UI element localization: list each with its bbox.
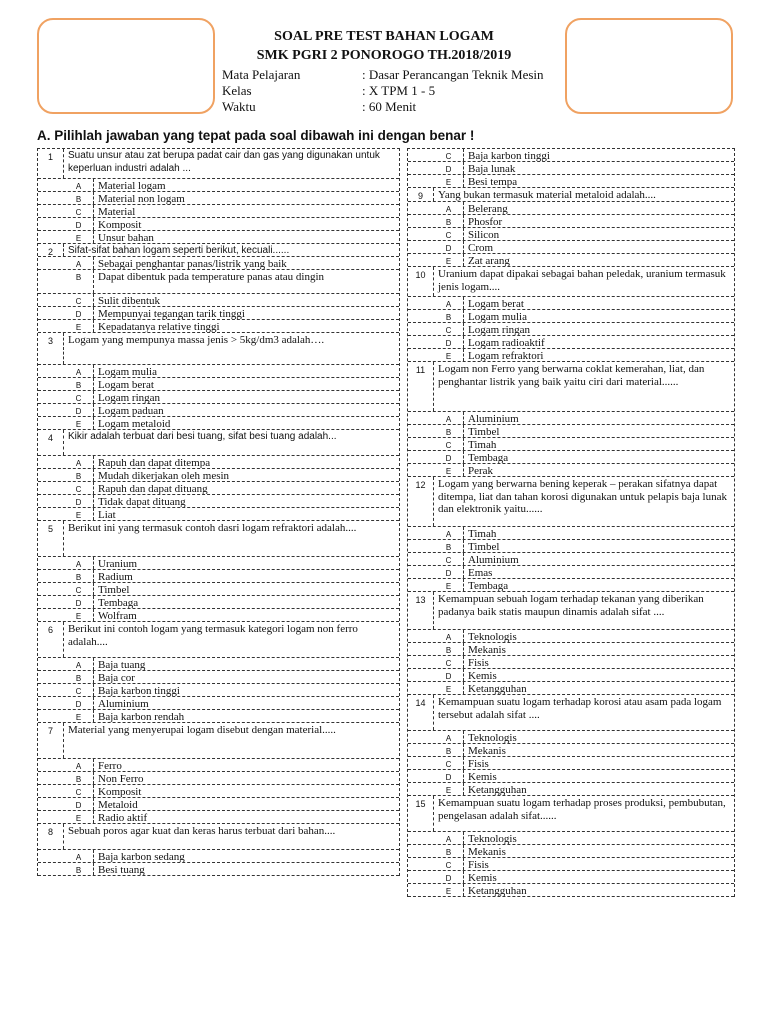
- option-letter: E: [64, 320, 94, 332]
- option-row: [408, 783, 734, 796]
- option-letter: B: [434, 744, 464, 756]
- question-number: 14: [408, 695, 434, 730]
- question-row: [38, 430, 399, 456]
- option-letter: D: [434, 871, 464, 883]
- option-text: Metaloid: [98, 799, 138, 810]
- question-text: Kemampuan suatu logam terhadap proses produksi, pembubutan, pengelasan adalah sifat......: [438, 797, 726, 822]
- option-letter: E: [64, 231, 94, 243]
- option-letter: C: [64, 785, 94, 797]
- option-letter: C: [64, 294, 94, 306]
- option-text: Komposit: [98, 786, 142, 797]
- option-row: [38, 404, 399, 417]
- option-letter: B: [434, 845, 464, 857]
- option-text: Uranium: [98, 558, 138, 569]
- question-text: Yang bukan termasuk material metaloid adalah....: [438, 189, 656, 201]
- option-letter: A: [434, 832, 464, 844]
- question-text: Sifat-sifat bahan logam seperti berikut, kecuali......: [68, 245, 290, 256]
- option-text: Teknologis: [468, 732, 517, 743]
- option-letter: C: [434, 438, 464, 450]
- question-row: [408, 695, 734, 731]
- option-letter: D: [434, 566, 464, 578]
- option-text: Silicon: [468, 229, 500, 240]
- option-letter: B: [434, 310, 464, 322]
- question-row: [38, 149, 399, 179]
- option-text: Tembaga: [468, 580, 509, 591]
- option-text: Radium: [98, 571, 133, 582]
- option-text: Material non logam: [98, 193, 185, 204]
- option-row: [38, 391, 399, 404]
- option-letter: D: [64, 307, 94, 319]
- option-row: [38, 557, 399, 570]
- option-letter: D: [64, 495, 94, 507]
- option-text: Sebagai penghantar panas/listrik yang baik: [98, 258, 287, 269]
- option-row: [38, 495, 399, 508]
- question-row: [38, 521, 399, 557]
- option-text: Aluminium: [468, 413, 519, 424]
- option-letter: B: [64, 192, 94, 204]
- question-number: 5: [38, 521, 64, 556]
- option-text: Teknologis: [468, 833, 517, 844]
- option-letter: A: [64, 557, 94, 569]
- school-title: SMK PGRI 2 PONOROGO TH.2018/2019: [256, 48, 512, 63]
- option-letter: C: [434, 858, 464, 870]
- option-text: Timah: [468, 528, 497, 539]
- option-row: [408, 770, 734, 783]
- question-number: 7: [38, 723, 64, 758]
- option-text: Timbel: [468, 541, 500, 552]
- question-text: Logam non Ferro yang berwarna coklat kemerahan, liat, dan penghantar listrik yang baik yaitu ciri dari material......: [438, 363, 705, 388]
- option-text: Radio aktif: [98, 812, 148, 823]
- option-row: [38, 609, 399, 622]
- option-text: Timbel: [468, 426, 500, 437]
- question-row: [408, 267, 734, 297]
- option-letter: B: [434, 215, 464, 227]
- option-text: Logam mulia: [98, 366, 157, 377]
- option-row: [408, 871, 734, 884]
- option-text: Besi tuang: [98, 864, 145, 875]
- question-number: 8: [38, 824, 64, 849]
- option-letter: A: [434, 202, 464, 214]
- option-row: [38, 270, 399, 294]
- option-text: Timah: [468, 439, 497, 450]
- option-letter: E: [434, 254, 464, 266]
- option-row: [408, 656, 734, 669]
- option-row: [408, 566, 734, 579]
- option-row: [408, 425, 734, 438]
- option-letter: D: [64, 798, 94, 810]
- option-text: Dapat dibentuk pada temperature panas atau dingin: [98, 271, 325, 283]
- option-letter: B: [64, 570, 94, 582]
- option-text: Kemis: [468, 670, 497, 681]
- option-row: [38, 192, 399, 205]
- option-row: [408, 349, 734, 362]
- option-letter: A: [434, 297, 464, 309]
- option-row: [38, 671, 399, 684]
- question-row: [38, 824, 399, 850]
- document-title: SOAL PRE TEST BAHAN LOGAM: [274, 29, 494, 44]
- option-letter: A: [434, 412, 464, 424]
- option-text: Fisis: [468, 657, 489, 668]
- option-text: Teknologis: [468, 631, 517, 642]
- option-text: Baja karbon rendah: [98, 711, 185, 722]
- option-letter: D: [64, 218, 94, 230]
- option-row: [408, 323, 734, 336]
- option-letter: E: [434, 884, 464, 896]
- option-letter: D: [434, 162, 464, 174]
- option-letter: D: [434, 241, 464, 253]
- option-letter: A: [64, 658, 94, 670]
- option-letter: D: [434, 669, 464, 681]
- option-text: Mekanis: [468, 644, 506, 655]
- question-text: Material yang menyerupai logam disebut dengan material.....: [68, 724, 336, 736]
- question-number: 13: [408, 592, 434, 629]
- option-letter: C: [434, 656, 464, 668]
- option-row: [38, 482, 399, 495]
- option-row: [38, 798, 399, 811]
- option-letter: B: [434, 540, 464, 552]
- option-row: [408, 412, 734, 425]
- option-row: [408, 297, 734, 310]
- option-text: Logam berat: [98, 379, 154, 390]
- option-text: Mekanis: [468, 846, 506, 857]
- option-letter: A: [64, 759, 94, 771]
- option-text: Zat arang: [468, 255, 510, 266]
- question-text: Berikut ini yang termasuk contoh dasri logam refraktori adalah....: [68, 522, 357, 534]
- option-letter: D: [64, 697, 94, 709]
- option-letter: E: [434, 349, 464, 361]
- option-text: Fisis: [468, 859, 489, 870]
- option-text: Tidak dapat dituang: [98, 496, 186, 507]
- option-text: Mekanis: [468, 745, 506, 756]
- question-text: Kikir adalah terbuat dari besi tuang, sifat besi tuang adalah...: [68, 431, 337, 442]
- option-row: [38, 583, 399, 596]
- option-row: [38, 205, 399, 218]
- option-text: Ketangguhan: [468, 683, 527, 694]
- option-text: Baja karbon tinggi: [98, 685, 180, 696]
- option-row: [408, 669, 734, 682]
- option-text: Unsur bahan: [98, 232, 154, 243]
- question-row: [38, 723, 399, 759]
- option-text: Logam metaloid: [98, 418, 171, 429]
- option-letter: C: [434, 228, 464, 240]
- question-row: [408, 188, 734, 202]
- option-text: Aluminium: [98, 698, 149, 709]
- question-text: Suatu unsur atau zat berupa padat cair dan gas yang digunakan untuk keperluan industri adalah ...: [68, 150, 380, 174]
- question-text: Logam yang mempunya massa jenis > 5kg/dm3 adalah….: [68, 334, 325, 346]
- option-row: [408, 682, 734, 695]
- question-row: [408, 796, 734, 832]
- option-text: Baja cor: [98, 672, 135, 683]
- option-row: [38, 508, 399, 521]
- option-letter: C: [434, 149, 464, 161]
- option-row: [408, 579, 734, 592]
- option-row: [38, 179, 399, 192]
- option-row: [408, 527, 734, 540]
- option-letter: D: [434, 770, 464, 782]
- option-row: [408, 464, 734, 477]
- option-letter: E: [434, 175, 464, 187]
- question-table-right: [407, 148, 735, 897]
- option-letter: A: [64, 365, 94, 377]
- meta-key: Mata Pelajaran: [222, 67, 301, 82]
- option-text: Mudah dikerjakan oleh mesin: [98, 470, 230, 481]
- question-number: 11: [408, 362, 434, 411]
- question-number: 2: [38, 244, 64, 256]
- question-number: 15: [408, 796, 434, 831]
- question-number: 4: [38, 430, 64, 455]
- question-number: 1: [38, 149, 64, 178]
- question-number: 3: [38, 333, 64, 364]
- question-row: [38, 622, 399, 658]
- option-row: [408, 757, 734, 770]
- option-row: [38, 456, 399, 469]
- option-letter: C: [64, 684, 94, 696]
- option-row: [38, 772, 399, 785]
- option-row: [38, 257, 399, 270]
- option-letter: A: [434, 630, 464, 642]
- question-number: 10: [408, 267, 434, 296]
- option-letter: C: [64, 391, 94, 403]
- option-row: [408, 643, 734, 656]
- option-row: [38, 231, 399, 244]
- option-letter: E: [64, 609, 94, 621]
- option-text: Ketangguhan: [468, 885, 527, 896]
- option-letter: E: [64, 811, 94, 823]
- option-row: [408, 630, 734, 643]
- option-text: Logam refraktori: [468, 350, 544, 361]
- option-letter: B: [434, 643, 464, 655]
- option-letter: B: [64, 270, 94, 293]
- option-text: Komposit: [98, 219, 142, 230]
- option-row: [38, 365, 399, 378]
- option-row: [408, 254, 734, 267]
- option-text: Baja lunak: [468, 163, 516, 174]
- option-text: Kepadatanya relative tinggi: [98, 321, 220, 332]
- option-text: Rapuh dan dapat ditempa: [98, 457, 211, 468]
- option-text: Mempunyai tegangan tarik tinggi: [98, 308, 245, 319]
- question-number: 9: [408, 188, 434, 201]
- option-letter: B: [64, 378, 94, 390]
- option-text: Kemis: [468, 872, 497, 883]
- option-text: Baja karbon tinggi: [468, 150, 550, 161]
- option-text: Aluminium: [468, 554, 519, 565]
- section-instruction: A. Pilihlah jawaban yang tepat pada soal dibawah ini dengan benar !: [37, 128, 475, 143]
- option-text: Logam berat: [468, 298, 524, 309]
- question-text: Kemampuan sebuah logam terhadap tekanan yang diberikan padanya baik statis maupun dinamis adalah sifat ....: [438, 593, 704, 618]
- question-row: [38, 244, 399, 257]
- option-row: [408, 149, 734, 162]
- option-letter: C: [434, 553, 464, 565]
- option-text: Rapuh dan dapat dituang: [98, 483, 208, 494]
- question-table-left: [37, 148, 400, 876]
- question-number: 6: [38, 622, 64, 657]
- option-row: [38, 320, 399, 333]
- meta-value: : 60 Menit: [362, 99, 417, 114]
- question-text: Kemampuan suatu logam terhadap korosi atau asam pada logam tersebut adalah sifat ....: [438, 696, 722, 721]
- option-letter: A: [64, 179, 94, 191]
- option-letter: C: [64, 205, 94, 217]
- option-row: [408, 202, 734, 215]
- meta-value: : Dasar Perancangan Teknik Mesin: [362, 67, 544, 82]
- option-row: [38, 596, 399, 609]
- option-text: Ferro: [98, 760, 122, 771]
- option-letter: E: [64, 417, 94, 429]
- option-letter: A: [64, 257, 94, 269]
- option-text: Material: [98, 206, 136, 217]
- option-letter: E: [64, 508, 94, 520]
- option-row: [408, 451, 734, 464]
- option-row: [38, 658, 399, 671]
- question-row: [408, 592, 734, 630]
- option-row: [408, 832, 734, 845]
- option-row: [38, 294, 399, 307]
- option-row: [38, 863, 399, 876]
- option-letter: A: [64, 850, 94, 862]
- option-letter: D: [434, 336, 464, 348]
- option-row: [408, 731, 734, 744]
- option-letter: E: [434, 783, 464, 795]
- option-text: Logam ringan: [468, 324, 531, 335]
- option-row: [408, 744, 734, 757]
- option-row: [408, 175, 734, 188]
- option-text: Tembaga: [98, 597, 139, 608]
- option-row: [408, 858, 734, 871]
- option-row: [38, 759, 399, 772]
- option-row: [408, 336, 734, 349]
- option-text: Crom: [468, 242, 494, 253]
- option-letter: B: [434, 425, 464, 437]
- option-row: [38, 417, 399, 430]
- option-row: [38, 218, 399, 231]
- option-text: Sulit dibentuk: [98, 295, 161, 306]
- option-row: [38, 469, 399, 482]
- option-letter: C: [64, 482, 94, 494]
- option-letter: B: [64, 469, 94, 481]
- option-text: Perak: [468, 465, 494, 476]
- option-text: Baja tuang: [98, 659, 146, 670]
- option-letter: D: [434, 451, 464, 463]
- question-text: Berikut ini contoh logam yang termasuk kategori logam non ferro adalah....: [68, 623, 358, 648]
- option-row: [408, 310, 734, 323]
- option-row: [408, 162, 734, 175]
- question-row: [408, 362, 734, 412]
- option-text: Tembaga: [468, 452, 509, 463]
- option-text: Belerang: [468, 203, 508, 214]
- option-row: [38, 710, 399, 723]
- option-row: [408, 241, 734, 254]
- option-letter: E: [64, 710, 94, 722]
- option-text: Logam ringan: [98, 392, 161, 403]
- option-text: Fisis: [468, 758, 489, 769]
- option-text: Logam paduan: [98, 405, 164, 416]
- option-letter: A: [434, 731, 464, 743]
- option-row: [38, 785, 399, 798]
- option-letter: B: [64, 671, 94, 683]
- option-text: Liat: [98, 509, 116, 520]
- option-text: Material logam: [98, 180, 166, 191]
- meta-key: Waktu: [222, 99, 256, 114]
- question-row: [38, 333, 399, 365]
- option-row: [38, 697, 399, 710]
- option-row: [38, 850, 399, 863]
- question-row: [408, 477, 734, 527]
- option-letter: C: [434, 323, 464, 335]
- option-row: [38, 684, 399, 697]
- option-row: [408, 228, 734, 241]
- option-letter: C: [64, 583, 94, 595]
- question-number: 12: [408, 477, 434, 526]
- option-letter: B: [64, 863, 94, 875]
- option-letter: E: [434, 464, 464, 476]
- option-letter: A: [434, 527, 464, 539]
- option-text: Logam mulia: [468, 311, 527, 322]
- option-letter: A: [64, 456, 94, 468]
- option-text: Non Ferro: [98, 773, 144, 784]
- option-row: [38, 307, 399, 320]
- option-letter: B: [64, 772, 94, 784]
- option-text: Emas: [468, 567, 493, 578]
- option-letter: D: [64, 596, 94, 608]
- option-letter: D: [64, 404, 94, 416]
- meta-key: Kelas: [222, 83, 252, 98]
- question-text: Logam yang berwarna bening keperak – perakan sifatnya dapat ditempa, liat dan tahan korosi digunakan untuk pelapis baja lunak dan elektronik yaitu......: [438, 478, 727, 515]
- option-row: [38, 811, 399, 824]
- option-text: Logam radioaktif: [468, 337, 545, 348]
- option-text: Timbel: [98, 584, 130, 595]
- question-text: Sebuah poros agar kuat dan keras harus terbuat dari bahan....: [68, 825, 336, 837]
- option-letter: E: [434, 682, 464, 694]
- option-text: Besi tempa: [468, 176, 518, 187]
- option-letter: C: [434, 757, 464, 769]
- option-text: Baja karbon sedang: [98, 851, 185, 862]
- option-text: Wolfram: [98, 610, 137, 621]
- option-row: [408, 553, 734, 566]
- option-row: [408, 845, 734, 858]
- option-text: Kemis: [468, 771, 497, 782]
- meta-value: : X TPM 1 - 5: [362, 83, 436, 98]
- option-row: [408, 884, 734, 897]
- option-row: [38, 378, 399, 391]
- option-row: [408, 540, 734, 553]
- question-text: Uranium dapat dipakai sebagai bahan peledak, uranium termasuk jenis logam....: [438, 268, 726, 293]
- option-text: Ketangguhan: [468, 784, 527, 795]
- option-letter: E: [434, 579, 464, 591]
- option-row: [38, 570, 399, 583]
- option-row: [408, 438, 734, 451]
- option-text: Phosfor: [468, 216, 503, 227]
- option-row: [408, 215, 734, 228]
